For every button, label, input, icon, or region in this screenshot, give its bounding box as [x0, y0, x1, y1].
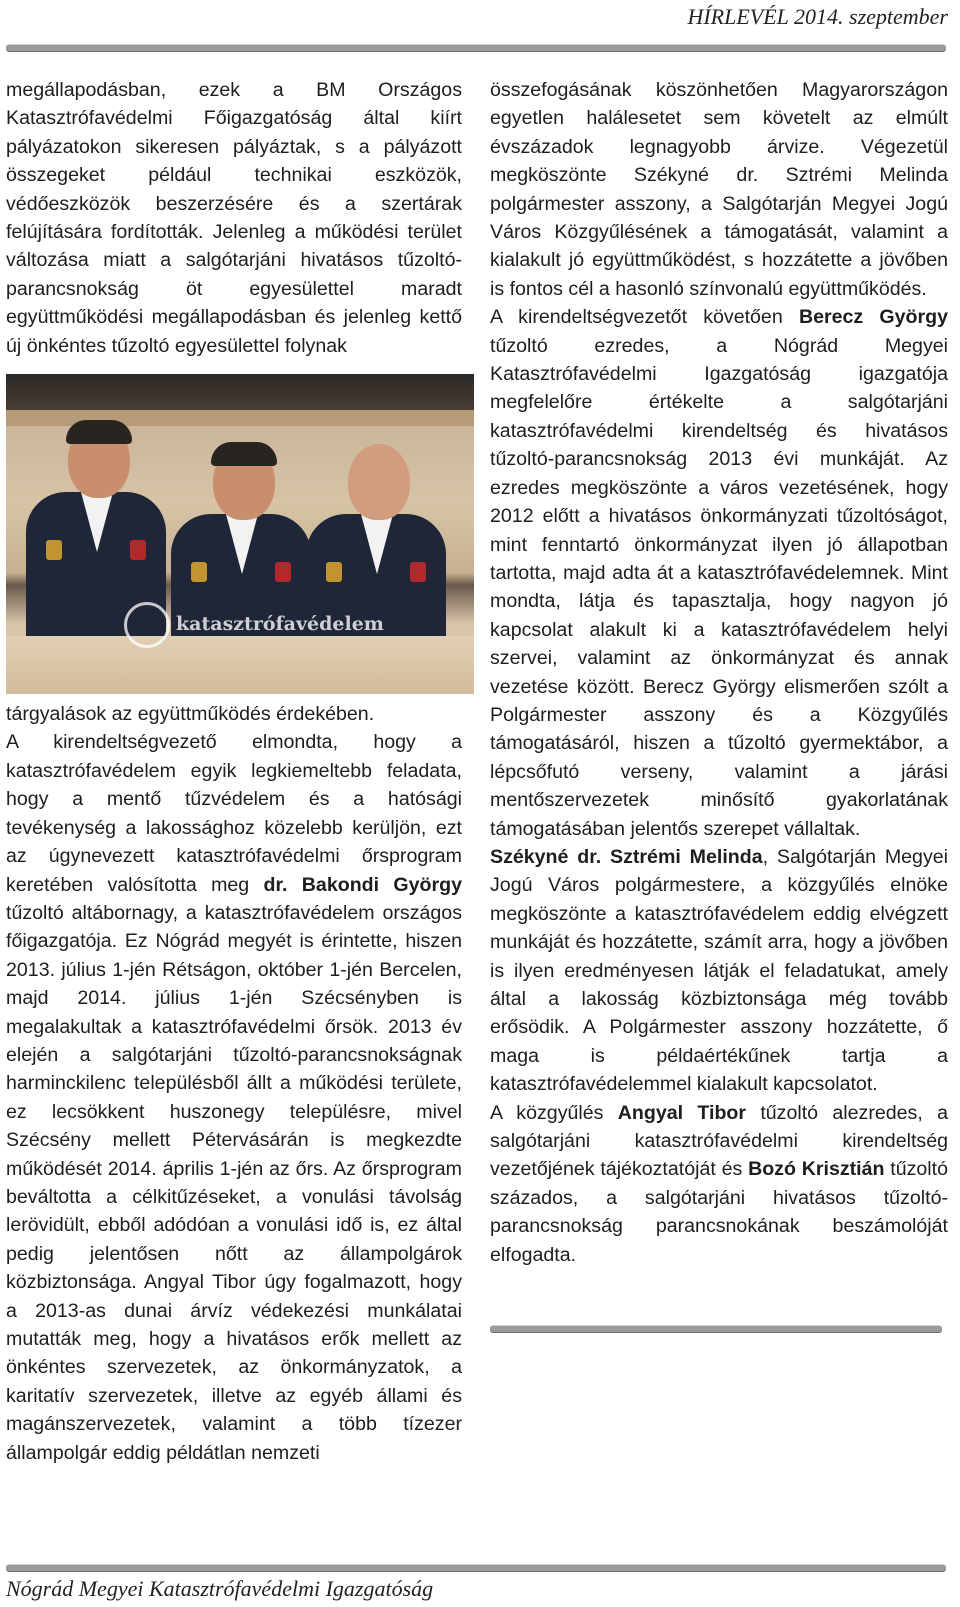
person-name: Angyal Tibor — [617, 1101, 747, 1124]
top-divider — [6, 44, 946, 52]
person-name: Székyné dr. Sztrémi Melinda — [490, 845, 763, 868]
photo-container — [6, 374, 462, 694]
paragraph: összefogásának köszönhetően Magyarországon egyetlen halálesetet sem követelt az elmúlt évszázadok legnagyobb árvize. Végezetül megköszönte Székyné dr. Sztrémi Melinda polgármester asszony, a Salgótarján Megyei Jogú Város Közgyűlésének a támogatását, valamint a kialakult jó együttműködést, s hozzátette a jövőben is fontos cél a hasonló színvonalú együttműködés. — [490, 79, 948, 300]
photo-watermark: katasztrófavédelem — [176, 613, 384, 636]
right-column — [490, 76, 948, 1269]
officer — [26, 422, 166, 622]
desk — [6, 636, 474, 694]
paragraph: A kirendeltségvezető elmondta, hogy a katasztrófavédelem egyik legkiemeltebb feladata, hogy a mentő tűzvédelem és a hatósági tevékenység a lakossághoz közelebb kerüljön, ezt az úgynevezett katasztrófavédelmi őrsprogram keretében valósította meg dr. Bakondi György tűzoltó altábornagy, a katasztrófavédelem országos főigazgatója. Ez Nógrád megyét is érintette, hiszen 2013. július 1-jén Rétságon, október 1-jén Bercelen, majd 2014. július 1-jén Szécsényben is megalakultak a katasztrófavédelmi őrsök. 2013 év elején a salgótarjáni tűzoltó-parancsnokságnak harminckilenc településből állt a működési területe, ez lecsökkent huszonegy településre, mivel Szécsény mellett Pétervásárán is megkezdte működését 2014. április 1-jén az őrs. Az őrsprogram beváltotta a célkitűzéseket, a vonulási távolság lerövidült, ebből adódóan a vonulási idő is, ez által pedig jelentősen nőtt az állampolgárok közbiztonsága. Angyal Tibor úgy fogalmazott, hogy a 2013-as dunai árvíz védekezési munkálatai mutatták meg, hogy a hivatásos erők mellett az önkéntes szervezetek, az önkormányzatok, a karitatív szervezetek, illetve az egyéb állami és magánszervezetek, valamint a több tízezer állampolgár eddig példátlan nemzeti — [6, 731, 462, 1464]
column-end-divider — [490, 1325, 942, 1333]
watermark-logo-icon — [124, 602, 170, 648]
person-name: Bozó Krisztián — [748, 1158, 885, 1181]
person-name: Berecz György — [798, 306, 948, 329]
paragraph: A kirendeltségvezetőt követően Berecz György tűzoltó ezredes, a Nógrád Megyei Katasztrófavédelmi Igazgatóság igazgatója megfelelőre értékelte a salgótarjáni katasztrófavédelmi kirendeltség és hivatásos tűzoltó-parancsnokság 2013 évi munkáját. Az ezredes megköszönte a város vezetésének, hogy 2012 előtt a hivatásos önkormányzati tűzoltóságot, mint fenntartó önkormányzat ilyen jó állapotban tartotta, majd adta át a katasztrófavédelemnek. Mint mondta, látja és tapasztalja, hogy nagyon jó kapcsolat alakult ki a katasztrófavédelem helyi szervei, valamint az önkormányzat és annak vezetése között. Berecz György elismerően szólt a Polgármester asszony és a Közgyűlés támogatásáról, hiszen a tűzoltó gyermektábor, a lépcsőfutó verseny, valamint a járási mentőszervezetek minősítő gyakorlatának támogatásában jelentős szerepet vállaltak. — [490, 306, 948, 840]
paragraph: megállapodásban, ezek a BM Országos Katasztrófavédelmi Főigazgatóság által kiírt pályázatokon sikeresen pályáztak, s a pályázott összegeket például technikai eszközök, védőeszközök beszerzésére és a szertárak felújítására fordították. Jelenleg a működési terület változása miatt a salgótarjáni hivatásos tűzoltó-parancsnokság öt egyesülettel maradt együttműködési megállapodásban és jelenleg kettő új önkéntes tűzoltó egyesülettel folynak — [6, 79, 462, 357]
paragraph: tárgyalások az együttműködés érdekében. — [6, 703, 375, 726]
paragraph: A közgyűlés Angyal Tibor tűzoltó alezredes, a salgótarjáni katasztrófavédelmi kirendeltség vezetőjének tájékoztatóját és Bozó Krisztián tűzoltó százados, a salgótarjáni hivatásos tűzoltó-parancsnokság parancsnokának beszámolóját elfogadta. — [490, 1101, 948, 1266]
left-column — [6, 76, 462, 1467]
firefighter-officers-photo — [6, 374, 474, 694]
person-name: dr. Bakondi György — [263, 873, 462, 896]
newsletter-title: HÍRLEVÉL 2014. szeptember — [687, 4, 948, 29]
paragraph: Székyné dr. Sztrémi Melinda, Salgótarján Megyei Jogú Város polgármestere, a közgyűlés elnöke megköszönte a katasztrófavédelem eddig elvégzett munkáját és hozzátette, számít arra, hogy a jövőben is ilyen eredményesen látják el feladatukat, amely által a lakosság közbiztonsága még tovább erősödik. A Polgármester asszony hozzátette, ő maga is példaértékűnek tartja a katasztrófavédelemmel kialakult kapcsolatot. — [490, 845, 948, 1096]
footer-title: Nógrád Megyei Katasztrófavédelmi Igazgatóság — [6, 1576, 434, 1601]
bottom-divider — [6, 1564, 946, 1572]
